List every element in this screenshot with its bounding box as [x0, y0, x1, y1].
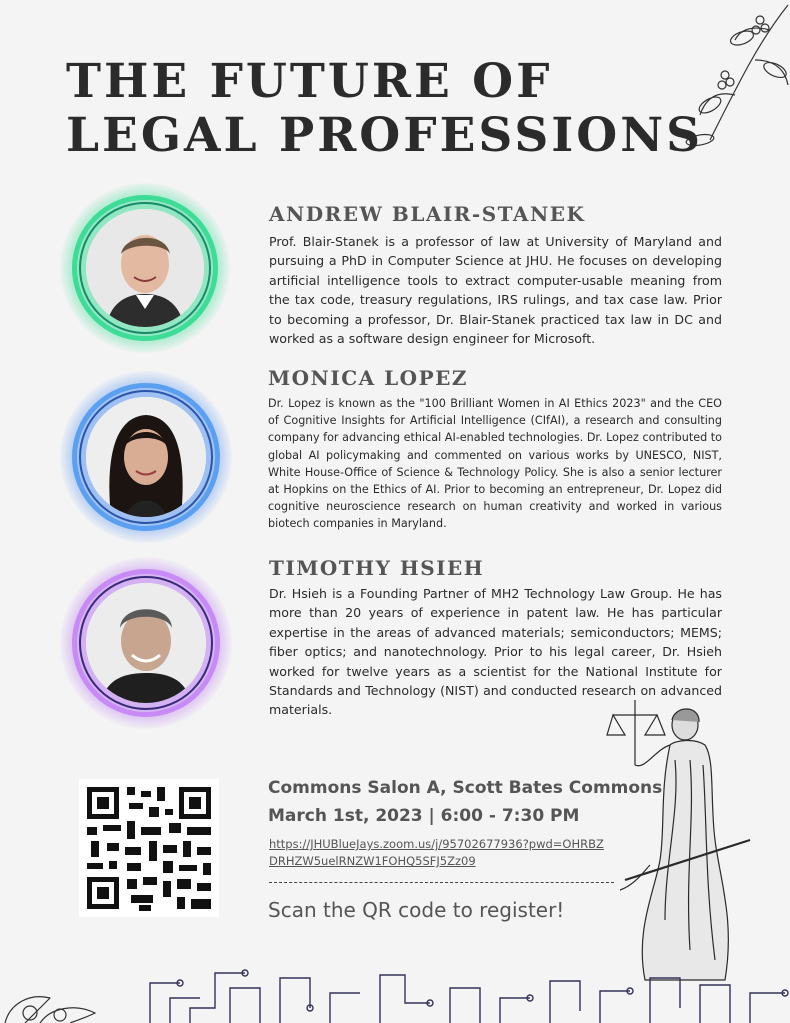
lady-justice-icon [605, 690, 755, 990]
avatar [86, 397, 206, 517]
divider [269, 882, 614, 883]
page-title [66, 55, 703, 163]
speaker-bio-3: Dr. Hsieh is a Founding Partner of MH2 Technology Law Group. He has more than 20 years of experience in patent law. He has particular expertise in the areas of advanced materials; semiconductors; MEMS; fiber optics; and nanotechnology. Prior to his legal career, Dr. Hsieh worked for twelve years as a scientist for the National Institute for Standards and Technology (NIST) and conducted research on advanced materials. [269, 586, 722, 718]
fig-leaf-icon [5, 997, 95, 1023]
event-datetime: March 1st, 2023 | 6:00 - 7:30 PM [268, 806, 580, 826]
scan-cta: Scan the QR code to register! [268, 898, 565, 922]
avatar [86, 209, 204, 327]
speaker-name-3: TIMOTHY HSIEH [269, 556, 485, 580]
title-line-2: LEGAL PROFESSIONS [66, 108, 704, 163]
title-line-1: THE FUTURE OF [66, 54, 553, 109]
speaker-bio-1: Prof. Blair-Stanek is a professor of law at University of Maryland and pursuing a PhD in Computer Science at JHU. He focuses on developing artificial intelligence tools to extract computer-usable meaning from the tax code, treasury regulations, IRS rulings, and tax case law. Prior to becoming a professor, Dr. Blair-Stanek practiced tax law in DC and worked as a software design engineer for Microsoft. [269, 234, 722, 347]
speaker-name-1: ANDREW BLAIR-STANEK [269, 202, 586, 226]
circuit-pattern-icon [0, 963, 790, 1023]
registration-link[interactable]: https://JHUBlueJays.zoom.us/j/95702677936?pwd=OHRBZDRHZW5uelRNZW1FOHQ5SFJ5Zz09 [269, 837, 604, 868]
avatar [86, 583, 206, 703]
event-location: Commons Salon A, Scott Bates Commons [268, 778, 663, 798]
qr-code-icon[interactable] [79, 779, 219, 917]
speaker-bio-2: Dr. Lopez is known as the "100 Brilliant Women in AI Ethics 2023" and the CEO of Cognitive Insights for Artificial Intelligence (CIfAI), a research and consulting company for advancing ethical AI-enabled technologies. Dr. Lopez contributed to global AI policymaking and commented on various works by UNESCO, NIST, White House-Office of Science & Technology Policy. She is also a senior lecturer at Hopkins on the Ethics of AI. Prior to becoming an entrepreneur, Dr. Lopez did cognitive neuroscience research on human creativity and worked in various biotech companies in Maryland. [268, 397, 722, 531]
speaker-name-2: MONICA LOPEZ [268, 366, 468, 390]
